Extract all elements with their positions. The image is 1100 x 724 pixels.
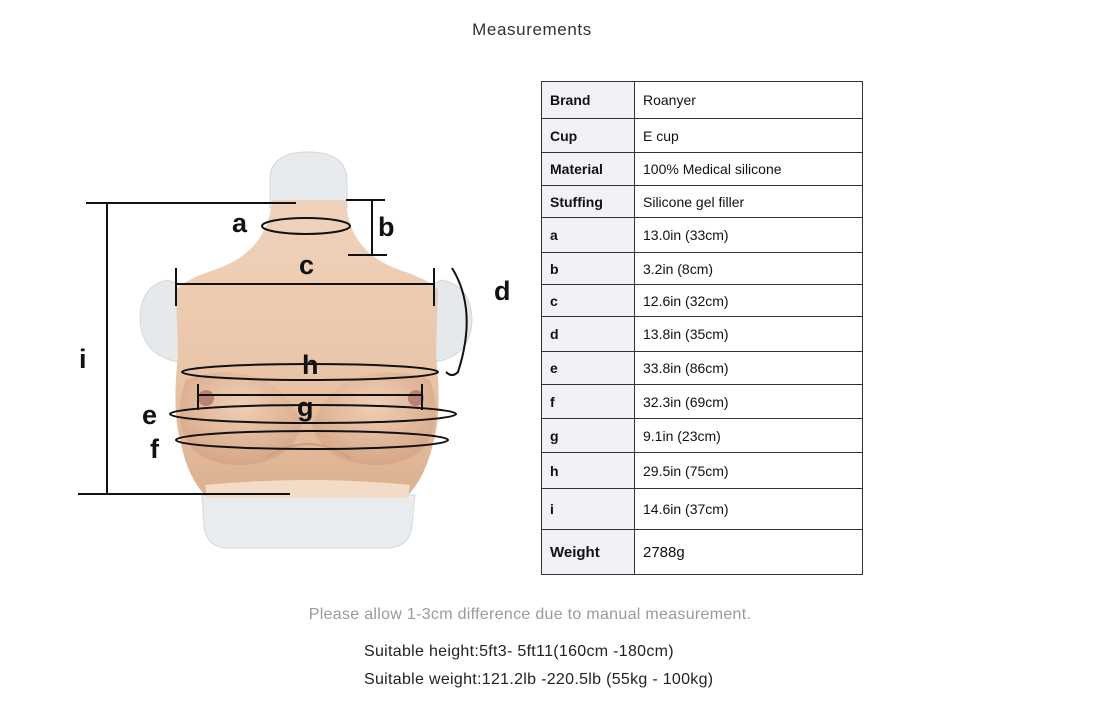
spec-value: Roanyer xyxy=(635,82,863,119)
spec-row-d xyxy=(542,317,863,352)
spec-value: 12.6in (32cm) xyxy=(635,285,863,317)
spec-row-e xyxy=(542,352,863,385)
spec-value: 100% Medical silicone xyxy=(635,153,863,186)
label-c: c xyxy=(299,250,315,280)
spec-value: Silicone gel filler xyxy=(635,186,863,218)
spec-value: 13.8in (35cm) xyxy=(635,317,863,352)
label-f: f xyxy=(150,434,159,464)
measurement-note: Please allow 1-3cm difference due to manual measurement. xyxy=(308,606,752,623)
spec-value: 32.3in (69cm) xyxy=(635,385,863,419)
label-h: h xyxy=(302,350,319,380)
spec-row-g xyxy=(542,419,863,453)
spec-key: Brand xyxy=(542,82,635,119)
spec-row-i xyxy=(542,489,863,530)
label-b: b xyxy=(378,212,395,242)
page-title: Measurements xyxy=(472,20,592,39)
spec-value: 2788g xyxy=(635,530,863,575)
spec-value: 3.2in (8cm) xyxy=(635,253,863,285)
suitable-height: Suitable height:5ft3- 5ft11(160cm -180cm) xyxy=(364,643,674,660)
spec-value: E cup xyxy=(635,119,863,153)
spec-table xyxy=(541,81,863,575)
spec-value: 14.6in (37cm) xyxy=(635,489,863,530)
spec-row-weight xyxy=(542,530,863,575)
spec-key: h xyxy=(542,453,635,489)
spec-key: Cup xyxy=(542,119,635,153)
spec-value: 29.5in (75cm) xyxy=(635,453,863,489)
spec-value: 33.8in (86cm) xyxy=(635,352,863,385)
spec-row-material xyxy=(542,153,863,186)
label-e: e xyxy=(142,400,158,430)
spec-key: e xyxy=(542,352,635,385)
spec-row-b xyxy=(542,253,863,285)
spec-key: c xyxy=(542,285,635,317)
spec-row-cup xyxy=(542,119,863,153)
spec-key: g xyxy=(542,419,635,453)
label-a: a xyxy=(232,208,248,238)
spec-value: 13.0in (33cm) xyxy=(635,218,863,253)
spec-key: i xyxy=(542,489,635,530)
spec-row-stuffing xyxy=(542,186,863,218)
breastform-illustration xyxy=(60,140,530,560)
spec-key: Material xyxy=(542,153,635,186)
spec-row-c xyxy=(542,285,863,317)
spec-row-f xyxy=(542,385,863,419)
label-i: i xyxy=(79,344,87,374)
spec-key: Stuffing xyxy=(542,186,635,218)
spec-key: d xyxy=(542,317,635,352)
spec-key: a xyxy=(542,218,635,253)
breastform-measurement-diagram xyxy=(60,140,530,560)
label-g: g xyxy=(297,392,314,422)
spec-row-h xyxy=(542,453,863,489)
label-d: d xyxy=(494,276,511,306)
suitable-weight: Suitable weight:121.2lb -220.5lb (55kg - 100kg) xyxy=(364,671,714,688)
spec-row-brand xyxy=(542,82,863,119)
spec-key: f xyxy=(542,385,635,419)
spec-row-a xyxy=(542,218,863,253)
spec-value: 9.1in (23cm) xyxy=(635,419,863,453)
spec-key: Weight xyxy=(542,530,635,575)
spec-key: b xyxy=(542,253,635,285)
